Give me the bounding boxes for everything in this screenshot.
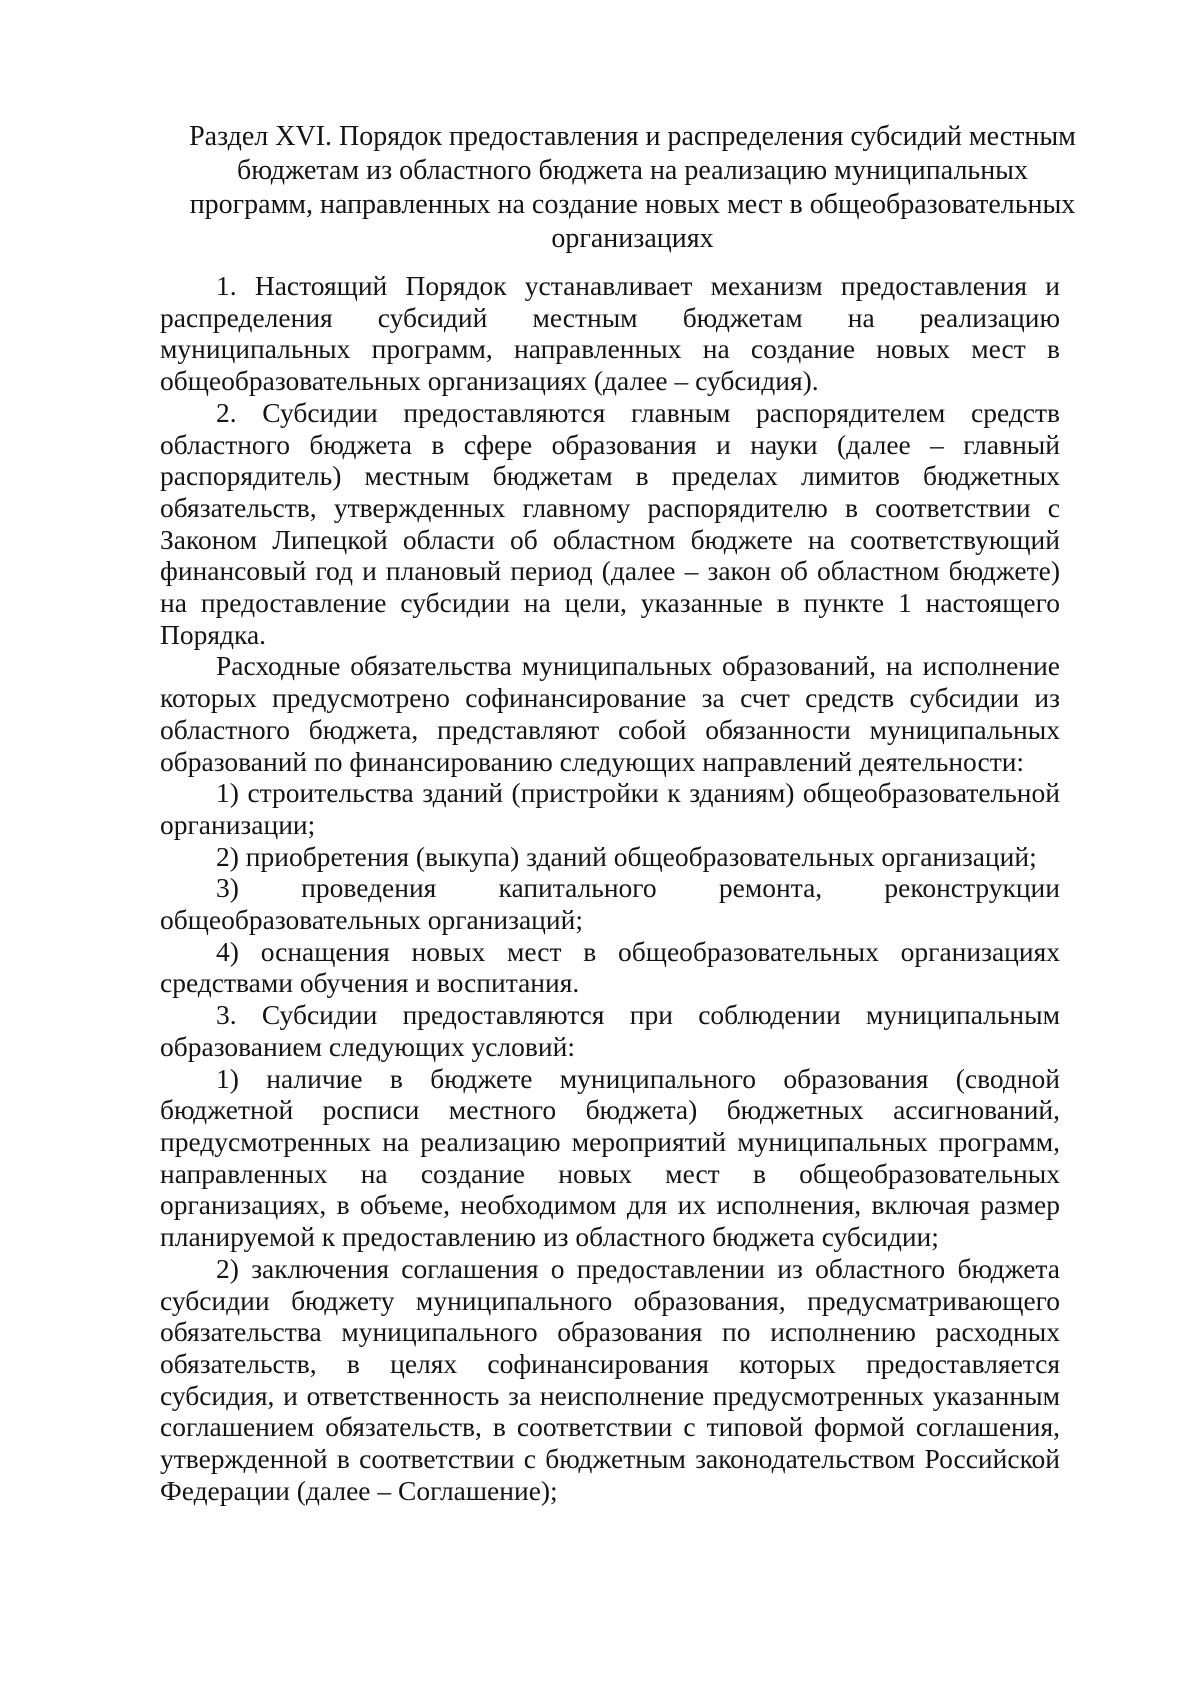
paragraph-1: 1. Настоящий Порядок устанавливает механизм предоставления и распределения субсидий местным бюджетам на реализацию муниципальных программ, направленных на создание новых мест в общеобразовательных организациях (далее – субсидия). xyxy=(160,270,1060,397)
paragraph-2: 2. Субсидии предоставляются главным распорядителем средств областного бюджета в сфере образования и науки (далее – главный распорядитель) местным бюджетам в пределах лимитов бюджетных обязательств, утвержденных главному распорядителю в соответствии с Законом Липецкой области об областном бюджете на соответствующий финансовый год и плановый период (далее – закон об областном бюджете) на предоставление субсидии на цели, указанные в пункте 1 настоящего Порядка. xyxy=(160,396,1060,650)
list-item-3: 3) проведения капитального ремонта, реконструкции общеобразовательных организаций; xyxy=(160,872,1060,936)
condition-1: 1) наличие в бюджете муниципального образования (сводной бюджетной росписи местного бюджета) бюджетных ассигнований, предусмотренных на реализацию мероприятий муниципальных программ, направленных на создание новых мест в общеобразовательных организациях, в объеме, необходимом для их исполнения, включая размер планируемой к предоставлению из областного бюджета субсидии; xyxy=(160,1062,1060,1253)
paragraph-expenses: Расходные обязательства муниципальных образований, на исполнение которых предусмотрено софинансирование за счет средств субсидии из областного бюджета, представляют собой обязанности муниципальных образований по финансированию следующих направлений деятельности: xyxy=(160,650,1060,777)
list-item-4: 4) оснащения новых мест в общеобразовательных организациях средствами обучения и воспитания. xyxy=(160,935,1060,999)
section-heading: Раздел XVI. Порядок предоставления и распределения субсидий местным бюджетам из областного бюджета на реализацию муниципальных программ, направленных на создание новых мест в общеобразовательных организациях xyxy=(189,121,1076,254)
condition-2: 2) заключения соглашения о предоставлении из областного бюджета субсидии бюджету муниципального образования, предусматривающего обязательства муниципального образования по исполнению расходных обязательств, в целях софинансирования которых предоставляется субсидия, и ответственность за неисполнение предусмотренных указанным соглашением обязательств, в соответствии с типовой формой соглашения, утвержденной в соответствии с бюджетным законодательством Российской Федерации (далее – Соглашение); xyxy=(160,1252,1060,1506)
document-body xyxy=(160,270,1060,1506)
list-item-2: 2) приобретения (выкупа) зданий общеобразовательных организаций; xyxy=(216,840,1037,872)
paragraph-3: 3. Субсидии предоставляются при соблюдении муниципальным образованием следующих условий: xyxy=(160,999,1060,1062)
list-item-1: 1) строительства зданий (пристройки к зданиям) общеобразовательной организации; xyxy=(160,777,1060,840)
